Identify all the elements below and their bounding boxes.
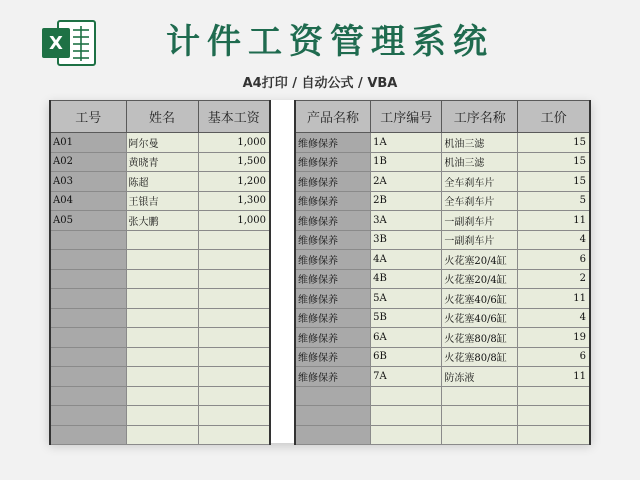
table-cell[interactable] xyxy=(126,386,198,406)
table-cell[interactable]: 王银吉 xyxy=(126,191,198,211)
table-cell[interactable] xyxy=(198,289,270,309)
table-cell[interactable]: 4 xyxy=(518,308,590,328)
table-cell[interactable] xyxy=(50,406,126,426)
table-cell[interactable]: 19 xyxy=(518,328,590,348)
table-cell[interactable]: 6 xyxy=(518,347,590,367)
table-cell[interactable] xyxy=(50,425,126,445)
process-header-row xyxy=(295,101,590,133)
table-cell[interactable]: 5B xyxy=(371,308,442,328)
table-cell[interactable]: 11 xyxy=(518,211,590,231)
table-cell[interactable] xyxy=(126,250,198,270)
table-row xyxy=(295,425,590,445)
table-cell[interactable]: 维修保养 xyxy=(295,133,371,153)
table-row xyxy=(295,152,590,172)
table-row xyxy=(295,191,590,211)
table-cell[interactable] xyxy=(198,230,270,250)
table-cell[interactable] xyxy=(198,367,270,387)
table-cell[interactable] xyxy=(371,425,442,445)
table-cell[interactable]: A02 xyxy=(50,152,126,172)
table-cell[interactable] xyxy=(295,386,371,406)
table-cell[interactable]: 5 xyxy=(518,191,590,211)
table-cell[interactable]: 1A xyxy=(371,133,442,153)
table-cell[interactable]: 11 xyxy=(518,367,590,387)
table-cell[interactable]: 维修保养 xyxy=(295,191,371,211)
column-header[interactable]: 工序名称 xyxy=(442,101,518,133)
table-row xyxy=(50,211,270,231)
table-row xyxy=(295,133,590,153)
table-cell[interactable]: 全车刹车片 xyxy=(442,172,518,192)
table-cell[interactable]: 6A xyxy=(371,328,442,348)
table-cell[interactable]: 机油三滤 xyxy=(442,152,518,172)
table-row xyxy=(50,425,270,445)
table-cell[interactable]: 阿尔曼 xyxy=(126,133,198,153)
table-cell[interactable]: 全车刹车片 xyxy=(442,191,518,211)
table-cell[interactable]: 维修保养 xyxy=(295,172,371,192)
table-cell[interactable]: 4 xyxy=(518,230,590,250)
table-cell[interactable] xyxy=(50,347,126,367)
table-row xyxy=(295,406,590,426)
page-subtitle: A4打印 / 自动公式 / VBA xyxy=(242,76,398,91)
table-row xyxy=(295,367,590,387)
table-cell[interactable] xyxy=(295,406,371,426)
table-cell[interactable] xyxy=(518,406,590,426)
table-cell[interactable] xyxy=(198,308,270,328)
table-cell[interactable]: 火花塞80/8缸 xyxy=(442,328,518,348)
table-cell[interactable]: 15 xyxy=(518,172,590,192)
table-cell[interactable] xyxy=(371,406,442,426)
table-cell[interactable]: 1,200 xyxy=(198,172,270,192)
excel-logo-icon xyxy=(40,18,98,68)
table-cell[interactable]: 火花塞40/6缸 xyxy=(442,308,518,328)
table-row xyxy=(50,328,270,348)
table-cell[interactable]: A05 xyxy=(50,211,126,231)
table-cell[interactable] xyxy=(518,386,590,406)
table-cell[interactable]: 11 xyxy=(518,289,590,309)
table-row xyxy=(50,386,270,406)
table-cell[interactable] xyxy=(198,347,270,367)
table-cell[interactable]: 火花塞20/4缸 xyxy=(442,269,518,289)
table-cell[interactable] xyxy=(126,328,198,348)
table-cell[interactable]: 7A xyxy=(371,367,442,387)
table-cell[interactable]: 2A xyxy=(371,172,442,192)
employee-header-row xyxy=(50,101,270,133)
table-cell[interactable] xyxy=(50,386,126,406)
table-cell[interactable] xyxy=(198,386,270,406)
table-cell[interactable]: 黄晓青 xyxy=(126,152,198,172)
column-header[interactable]: 工号 xyxy=(50,101,126,133)
table-row xyxy=(50,269,270,289)
table-cell[interactable]: 火花塞40/6缸 xyxy=(442,289,518,309)
table-cell[interactable] xyxy=(442,406,518,426)
table-cell[interactable]: A03 xyxy=(50,172,126,192)
table-cell[interactable] xyxy=(442,386,518,406)
table-row xyxy=(50,191,270,211)
table-cell[interactable]: 一副刹车片 xyxy=(442,230,518,250)
table-cell[interactable] xyxy=(198,250,270,270)
table-cell[interactable] xyxy=(50,367,126,387)
column-header[interactable]: 产品名称 xyxy=(295,101,371,133)
table-cell[interactable] xyxy=(126,269,198,289)
table-cell[interactable]: 防冻液 xyxy=(442,367,518,387)
table-cell[interactable] xyxy=(198,269,270,289)
table-cell[interactable]: 1,500 xyxy=(198,152,270,172)
table-cell[interactable]: 维修保养 xyxy=(295,269,371,289)
table-cell[interactable]: 15 xyxy=(518,133,590,153)
table-cell[interactable]: 张大鹏 xyxy=(126,211,198,231)
table-row xyxy=(50,250,270,270)
table-row xyxy=(50,308,270,328)
table-cell[interactable] xyxy=(50,328,126,348)
table-cell[interactable]: A01 xyxy=(50,133,126,153)
table-cell[interactable] xyxy=(198,328,270,348)
table-cell[interactable]: 维修保养 xyxy=(295,152,371,172)
table-row xyxy=(50,347,270,367)
table-cell[interactable]: 1,000 xyxy=(198,133,270,153)
table-cell[interactable]: 1,000 xyxy=(198,211,270,231)
table-row xyxy=(295,172,590,192)
table-cell[interactable]: 3A xyxy=(371,211,442,231)
table-row xyxy=(50,172,270,192)
table-cell[interactable]: 火花塞80/8缸 xyxy=(442,347,518,367)
table-row xyxy=(50,289,270,309)
table-row xyxy=(50,230,270,250)
table-cell[interactable] xyxy=(518,425,590,445)
table-cell[interactable]: 维修保养 xyxy=(295,367,371,387)
table-row xyxy=(295,230,590,250)
table-cell[interactable] xyxy=(126,406,198,426)
table-cell[interactable] xyxy=(126,347,198,367)
table-cell[interactable] xyxy=(371,386,442,406)
table-cell[interactable]: 15 xyxy=(518,152,590,172)
table-cell[interactable]: 机油三滤 xyxy=(442,133,518,153)
table-cell[interactable]: 火花塞20/4缸 xyxy=(442,250,518,270)
table-cell[interactable] xyxy=(50,289,126,309)
table-cell[interactable] xyxy=(50,269,126,289)
table-row xyxy=(295,289,590,309)
table-cell[interactable]: 4A xyxy=(371,250,442,270)
table-row xyxy=(295,308,590,328)
table-cell[interactable]: 陈超 xyxy=(126,172,198,192)
table-cell[interactable] xyxy=(126,308,198,328)
page-title: 计件工资管理系统 xyxy=(166,22,494,62)
table-cell[interactable] xyxy=(198,425,270,445)
table-cell[interactable] xyxy=(126,289,198,309)
table-cell[interactable] xyxy=(126,230,198,250)
process-table xyxy=(294,100,591,445)
table-row xyxy=(295,328,590,348)
table-cell[interactable]: 5A xyxy=(371,289,442,309)
employee-table xyxy=(49,100,271,445)
table-cell[interactable]: 维修保养 xyxy=(295,347,371,367)
table-cell[interactable]: 维修保养 xyxy=(295,250,371,270)
table-cell[interactable]: 6 xyxy=(518,250,590,270)
table-row xyxy=(295,347,590,367)
table-row xyxy=(50,133,270,153)
table-cell[interactable]: 一副刹车片 xyxy=(442,211,518,231)
table-row xyxy=(295,269,590,289)
table-cell[interactable] xyxy=(295,425,371,445)
table-cell[interactable]: 维修保养 xyxy=(295,230,371,250)
table-cell[interactable] xyxy=(50,230,126,250)
column-header[interactable]: 工序编号 xyxy=(371,101,442,133)
table-row xyxy=(295,386,590,406)
table-cell[interactable]: 2B xyxy=(371,191,442,211)
table-cell[interactable]: 维修保养 xyxy=(295,308,371,328)
table-cell[interactable] xyxy=(198,406,270,426)
table-row xyxy=(50,152,270,172)
table-row xyxy=(50,406,270,426)
table-cell[interactable]: 3B xyxy=(371,230,442,250)
logo-letter: X xyxy=(49,33,63,54)
table-row xyxy=(295,250,590,270)
table-cell[interactable] xyxy=(442,425,518,445)
table-cell[interactable] xyxy=(126,367,198,387)
table-row xyxy=(295,211,590,231)
column-header[interactable]: 基本工资 xyxy=(198,101,270,133)
table-cell[interactable]: A04 xyxy=(50,191,126,211)
table-cell[interactable] xyxy=(126,425,198,445)
column-header[interactable]: 工价 xyxy=(518,101,590,133)
table-cell[interactable]: 1B xyxy=(371,152,442,172)
table-cell[interactable]: 1,300 xyxy=(198,191,270,211)
table-cell[interactable] xyxy=(50,250,126,270)
table-cell[interactable]: 维修保养 xyxy=(295,328,371,348)
table-cell[interactable]: 2 xyxy=(518,269,590,289)
table-row xyxy=(50,367,270,387)
sheet-panel xyxy=(49,100,591,443)
table-cell[interactable]: 6B xyxy=(371,347,442,367)
column-header[interactable]: 姓名 xyxy=(126,101,198,133)
table-cell[interactable]: 维修保养 xyxy=(295,289,371,309)
table-cell[interactable] xyxy=(50,308,126,328)
table-cell[interactable]: 维修保养 xyxy=(295,211,371,231)
table-cell[interactable]: 4B xyxy=(371,269,442,289)
